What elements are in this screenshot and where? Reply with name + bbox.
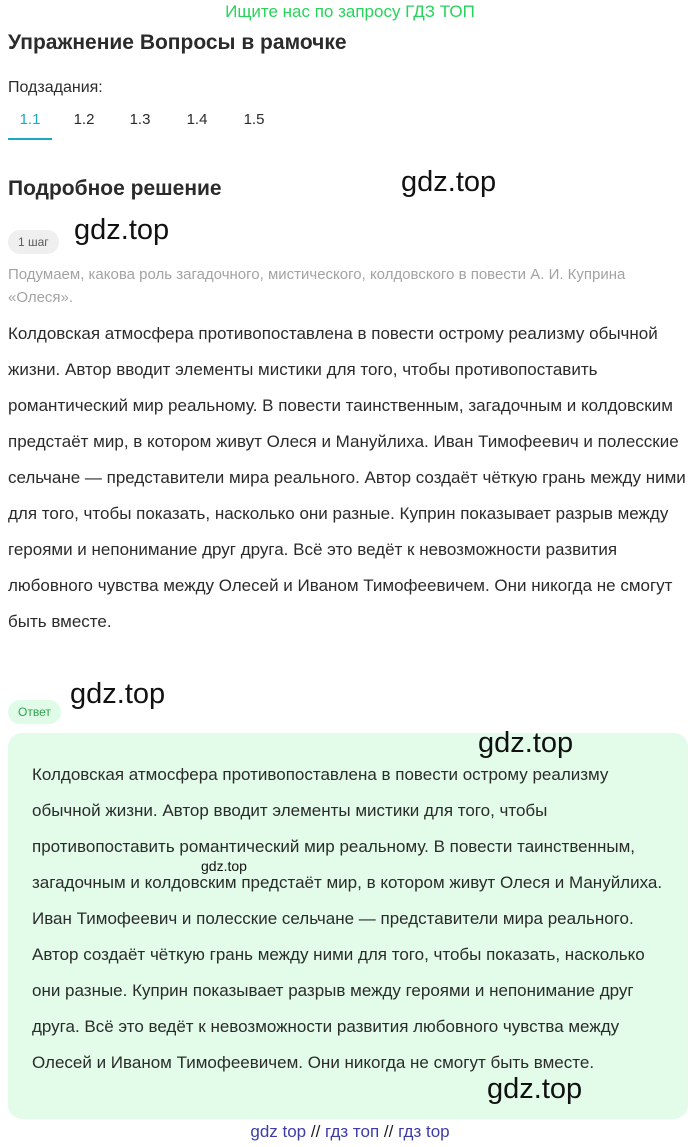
step-badge: 1 шаг bbox=[8, 230, 59, 254]
section-title: Подробное решение bbox=[8, 177, 222, 200]
tab-1-2[interactable]: 1.2 bbox=[73, 111, 95, 128]
bottom-links bbox=[0, 1122, 700, 1142]
bottom-link[interactable]: гдз топ bbox=[325, 1122, 380, 1141]
link-separator: // bbox=[310, 1122, 321, 1141]
watermark: gdz.top bbox=[201, 858, 247, 874]
subtask-tabs bbox=[8, 107, 288, 141]
answer-text: Колдовская атмосфера противопоставлена в повести острому реализму обычной жизни. Автор вводит элементы мистики для того, чтобы противопоставить романтический мир реальному. В повести таинственным, загадочным и колдовским предстаёт мир, в котором живут Олеся и Мануйлиха. Иван Тимофеевич и полесские сельчане — представители мира реального. Автор создаёт чёткую грань между ними для того, чтобы показать, насколько они разные. Куприн показывает разрыв между героями и непонимание друг друга. Всё это ведёт к невозможности развития любовного чувства между Олесей и Иваном Тимофеевичем. Они никогда не смогут быть вместе. bbox=[32, 765, 663, 1072]
answer-box bbox=[8, 733, 688, 1119]
solution-text: Колдовская атмосфера противопоставлена в повести острому реализму обычной жизни. Автор вводит элементы мистики для того, чтобы противопоставить романтический мир реальному. В повести таинственным, загадочным и колдовским предстаёт мир, в котором живут Олеся и Мануйлиха. Иван Тимофеевич и полесские сельчане — представители мира реального. Автор создаёт чёткую грань между ними для того, чтобы показать, насколько они разные. Куприн показывает разрыв между героями и непонимание друг друга. Всё это ведёт к невозможности развития любовного чувства между Олесей и Иваном Тимофеевичем. Они никогда не смогут быть вместе. bbox=[8, 324, 686, 631]
watermark: gdz.top bbox=[70, 678, 166, 710]
watermark: gdz.top bbox=[478, 727, 574, 759]
bottom-link[interactable]: гдз top bbox=[398, 1122, 450, 1141]
bottom-link[interactable]: gdz top bbox=[250, 1122, 307, 1141]
tab-1-1[interactable]: 1.1 bbox=[8, 107, 52, 133]
page-title: Упражнение Вопросы в рамочке bbox=[8, 31, 347, 54]
watermark: gdz.top bbox=[401, 166, 497, 198]
answer-badge: Ответ bbox=[8, 700, 61, 724]
watermark: gdz.top bbox=[74, 214, 170, 246]
subtasks-label: Подзадания: bbox=[8, 79, 103, 96]
link-separator: // bbox=[383, 1122, 394, 1141]
search-banner: Ищите нас по запросу ГДЗ ТОП bbox=[225, 2, 475, 21]
tab-1-5[interactable]: 1.5 bbox=[243, 111, 265, 128]
tab-1-3[interactable]: 1.3 bbox=[129, 111, 151, 128]
tab-1-4[interactable]: 1.4 bbox=[186, 111, 208, 128]
step-hint: Подумаем, какова роль загадочного, мистического, колдовского в повести А. И. Куприна «Олеся». bbox=[8, 266, 626, 306]
watermark: gdz.top bbox=[487, 1073, 583, 1105]
